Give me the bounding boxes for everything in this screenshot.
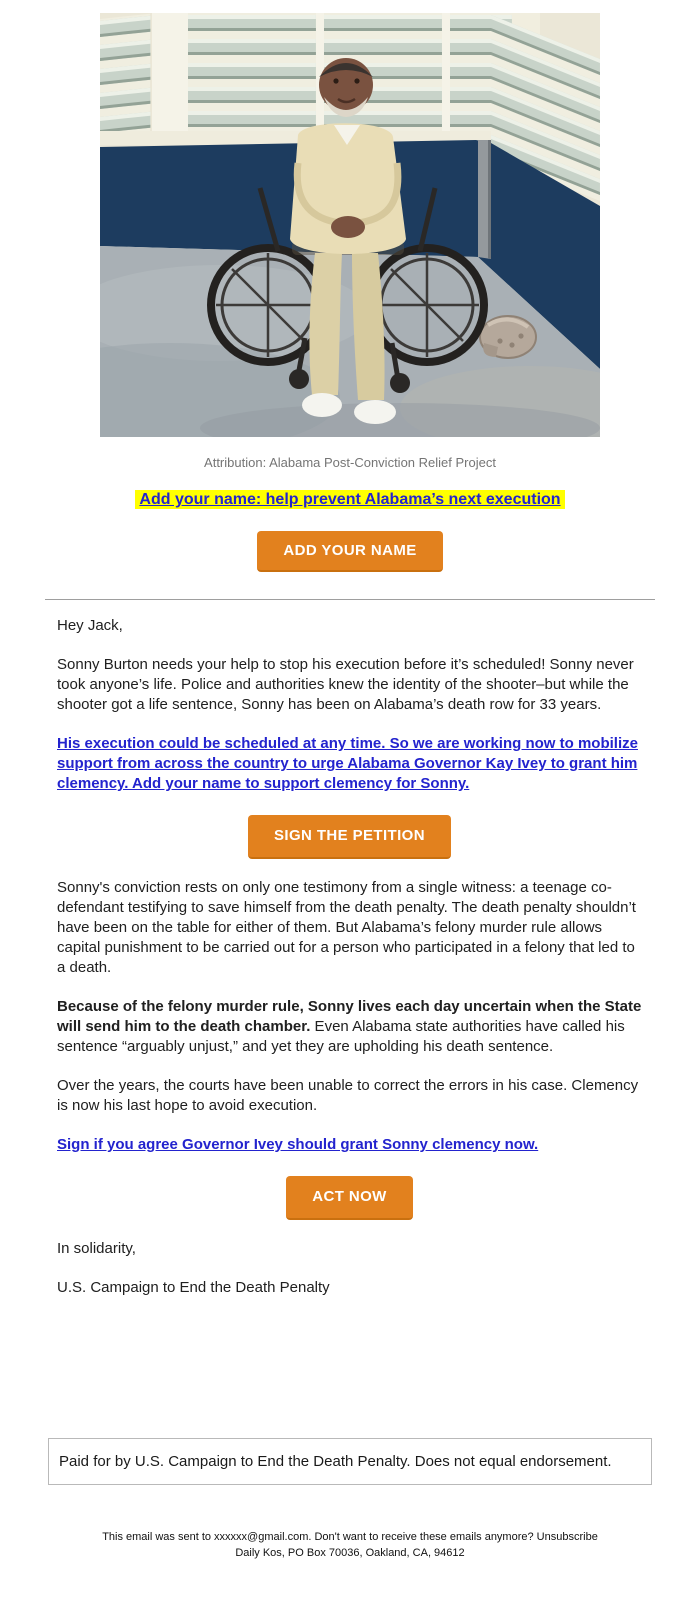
- paid-for-disclaimer: Paid for by U.S. Campaign to End the Death Penalty. Does not equal endorsement.: [48, 1438, 652, 1485]
- unsubscribe-link[interactable]: Unsubscribe: [536, 1531, 598, 1543]
- footer-address: Daily Kos, PO Box 70036, Oakland, CA, 94612: [235, 1547, 465, 1559]
- email-body: [0, 13, 700, 1571]
- act-now-button[interactable]: ACT NOW: [286, 1176, 412, 1220]
- paragraph-intro: Sonny Burton needs your help to stop his execution before it’s scheduled! Sonny never took anyone’s life. Police and authorities knew the identity of the shooter–but while the shooter got a life sentence, Sonny has been on Alabama’s death row for 33 years.: [57, 656, 634, 713]
- footer-sent-line: [0, 1529, 700, 1545]
- paragraph-felony-rule: [57, 997, 642, 1057]
- divider: [45, 599, 655, 600]
- mobilize-support-link[interactable]: His execution could be scheduled at any time. So we are working now to mobilize support from across the country to urge Alabama Governor Kay Ivey to grant him clemency. Add your name to support clemency for Sonny.: [57, 735, 638, 792]
- headline-row: [0, 488, 700, 512]
- act-now-button-row: [57, 1176, 642, 1220]
- felony-rule-rest-text: Even Alabama state authorities have called his sentence “arguably unjust,” and yet they are upholding his death sentence.: [57, 1018, 625, 1055]
- sign-agree-link[interactable]: Sign if you agree Governor Ivey should grant Sonny clemency now.: [57, 1136, 539, 1153]
- left-window-panel: [100, 14, 150, 137]
- add-name-button-row: [0, 531, 700, 572]
- prisoner-photo: [100, 13, 600, 437]
- headline-link[interactable]: Add your name: help prevent Alabama’s next execution: [135, 490, 564, 509]
- sign-the-petition-button[interactable]: SIGN THE PETITION: [248, 815, 451, 859]
- paragraph-courts: Over the years, the courts have been unable to correct the errors in his case. Clemency is now his last hope to avoid execution.: [57, 1077, 639, 1114]
- wall-mullion: [152, 13, 188, 143]
- paragraph-conviction: Sonny's conviction rests on only one testimony from a single witness: a teenage co-defendant testifying to save himself from the death penalty. The death penalty shouldn’t have been on the table for either of them. But Alabama’s felony murder rule allows capital punishment to be carried out for a person who participated in a felony that led to a death.: [57, 879, 636, 976]
- photo-attribution: Attribution: Alabama Post-Conviction Relief Project: [204, 455, 496, 470]
- add-your-name-button[interactable]: ADD YOUR NAME: [257, 531, 442, 572]
- footer-sent-to-text: This email was sent to xxxxxx@gmail.com. Don't want to receive these emails anymore?: [102, 1531, 537, 1543]
- petition-button-row: [57, 815, 642, 859]
- prisoner-photo-graphic: [100, 13, 600, 437]
- paragraph-link: [57, 734, 642, 794]
- greeting: Hey Jack,: [57, 617, 123, 634]
- helmet-on-floor: [480, 316, 536, 358]
- felony-rule-bold-text: Because of the felony murder rule, Sonny lives each day uncertain when the State will send him to the death chamber.: [57, 998, 642, 1035]
- letter-content: [0, 616, 700, 1298]
- signature: U.S. Campaign to End the Death Penalty: [57, 1279, 330, 1296]
- paragraph-sign-link: [57, 1135, 642, 1155]
- signoff: In solidarity,: [57, 1240, 136, 1257]
- email-footer: [0, 1529, 700, 1571]
